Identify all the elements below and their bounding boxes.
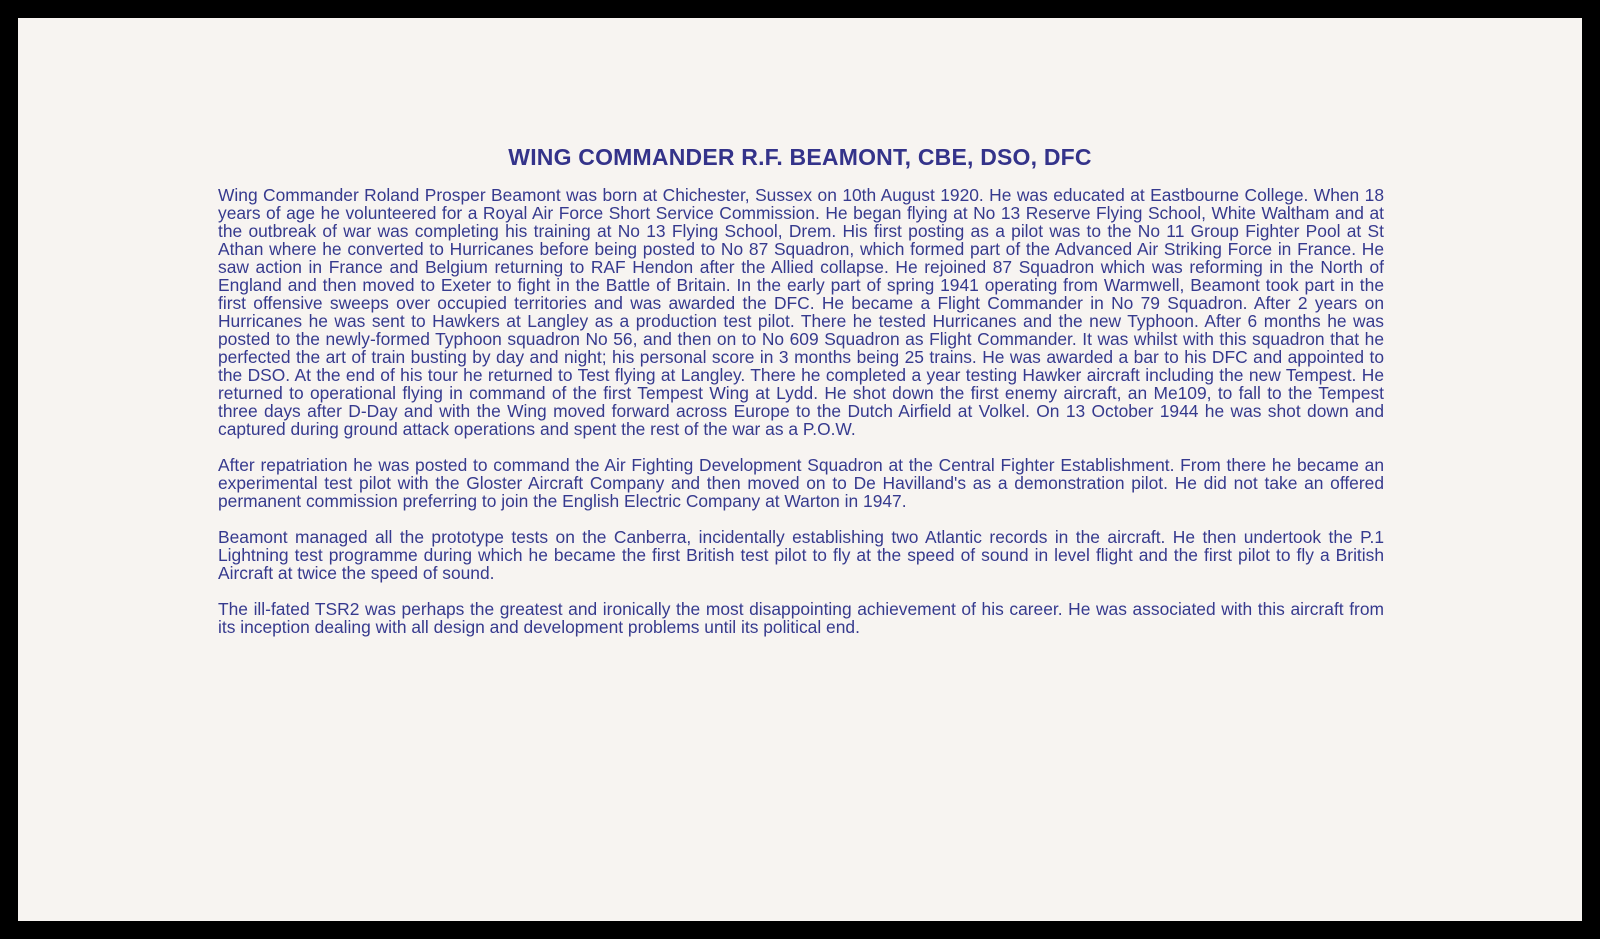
document-body: [218, 186, 1384, 654]
document-title: WING COMMANDER R.F. BEAMONT, CBE, DSO, DFC: [508, 144, 1092, 170]
paragraph-tsr2: The ill-fated TSR2 was perhaps the greatest and ironically the most disappointing achievement of his career. He was associated with this aircraft from its inception dealing with all design and development problems until its political end.: [218, 599, 1384, 637]
paragraph-test-pilot: Beamont managed all the prototype tests on the Canberra, incidentally establishing two Atlantic records in the aircraft. He then undertook the P.1 Lightning test programme during which he became the first British test pilot to fly at the speed of sound in level flight and the first pilot to fly a British Aircraft at twice the speed of sound.: [218, 527, 1384, 583]
paragraph-after-war: After repatriation he was posted to command the Air Fighting Development Squadron at the Central Fighter Establishment. From there he became an experimental test pilot with the Gloster Aircraft Company and then moved on to De Havilland's as a demonstration pilot. He did not take an offered permanent commission preferring to join the English Electric Company at Warton in 1947.: [218, 455, 1384, 511]
paragraph-early-career: Wing Commander Roland Prosper Beamont was born at Chichester, Sussex on 10th August 1920. He was educated at Eastbourne College. When 18 years of age he volunteered for a Royal Air Force Short Service Commission. He began flying at No 13 Reserve Flying School, White Waltham and at the outbreak of war was completing his training at No 13 Flying School, Drem. His first posting as a pilot was to the No 11 Group Fighter Pool at St Athan where he converted to Hurricanes before being posted to No 87 Squadron, which formed part of the Advanced Air Striking Force in France. He saw action in France and Belgium returning to RAF Hendon after the Allied collapse. He rejoined 87 Squadron which was reforming in the North of England and then moved to Exeter to fight in the Battle of Britain. In the early part of spring 1941 operating from Warmwell, Beamont took part in the first offensive sweeps over occupied territories and was awarded the DFC. He became a Flight Commander in No 79 Squadron. After 2 years on Hurricanes he was sent to Hawkers at Langley as a production test pilot. There he tested Hurricanes and the new Typhoon. After 6 months he was posted to the newly-formed Typhoon squadron No 56, and then on to No 609 Squadron as Flight Commander. It was whilst with this squadron that he perfected the art of train busting by day and night; his personal score in 3 months being 25 trains. He was awarded a bar to his DFC and appointed to the DSO. At the end of his tour he returned to Test flying at Langley. There he completed a year testing Hawker aircraft including the new Tempest. He returned to operational flying in command of the first Tempest Wing at Lydd. He shot down the first enemy aircraft, an Me109, to fall to the Tempest three days after D-Day and with the Wing moved forward across Europe to the Dutch Airfield at Volkel. On 13 October 1944 he was shot down and captured during ground attack operations and spent the rest of the war as a P.O.W.: [218, 185, 1384, 439]
document-card: [18, 18, 1582, 921]
